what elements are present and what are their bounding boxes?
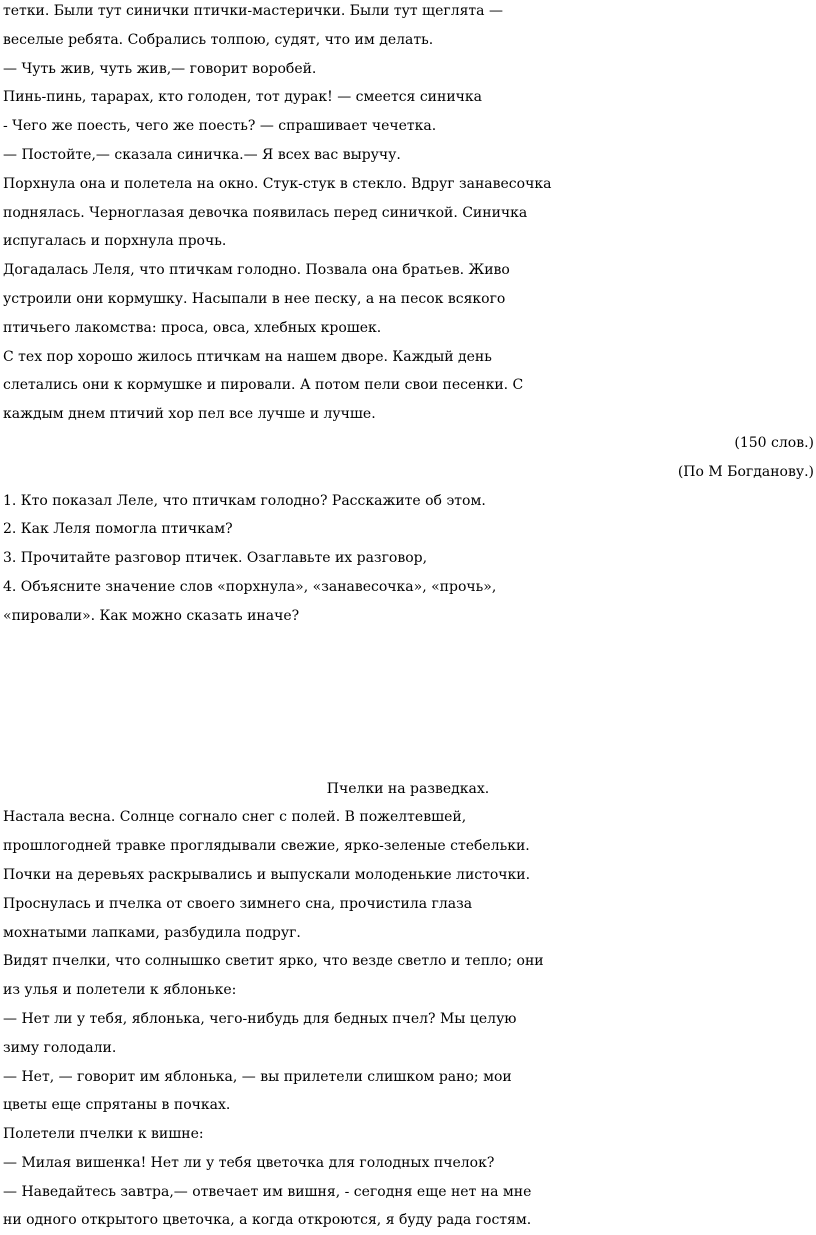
author-attribution: (По М Богданову.) xyxy=(677,463,814,480)
text-line: каждым днем птичий хор пел все лучше и лучше. xyxy=(3,406,376,423)
text-line: — Нет ли у тебя, яблонька, чего-нибудь для бедных пчел? Мы целую xyxy=(3,1010,517,1027)
blank-space xyxy=(0,631,816,775)
text-line: поднялась. Черноглазая девочка появилась перед синичкой. Синичка xyxy=(3,204,528,221)
question-item: 4. Объясните значение слов «порхнула», «занавесочка», «прочь», xyxy=(3,578,497,595)
question-item: 2. Как Леля помогла птичкам? xyxy=(3,521,233,538)
question-item: 3. Прочитайте разговор птичек. Озаглавьте их разговор, xyxy=(3,550,428,567)
text-line: цветы еще спрятаны в почках. xyxy=(3,1097,231,1114)
text-line: мохнатыми лапками, разбудила подруг. xyxy=(3,924,301,941)
text-line: из улья и полетели к яблоньке: xyxy=(3,982,237,999)
story1-body xyxy=(0,0,816,429)
text-line: тетки. Были тут синички птички-мастерички. Были тут щеглята — xyxy=(3,3,503,19)
question-item: 1. Кто показал Леле, что птичкам голодно? Расскажите об этом. xyxy=(3,492,486,509)
text-line: — Чуть жив, чуть жив,— говорит воробей. xyxy=(3,60,317,77)
text-line: прошлогодней травке проглядывали свежие, ярко-зеленые стебельки. xyxy=(3,838,530,855)
text-line: Пинь-пинь, тарарах, кто голоден, тот дурак! — смеется синичка xyxy=(3,89,483,106)
text-line: птичьего лакомства: проса, овса, хлебных крошек. xyxy=(3,319,382,336)
text-line: веселые ребята. Собрались толпою, судят, что им делать. xyxy=(3,31,434,48)
text-line: Полетели пчелки к вишне: xyxy=(3,1126,204,1143)
text-line: испугалась и порхнула прочь. xyxy=(3,233,227,250)
text-line: Видят пчелки, что солнышко светит ярко, что везде светло и тепло; они xyxy=(3,953,544,970)
text-line: — Милая вишенка! Нет ли у тебя цветочка для голодных пчелок? xyxy=(3,1154,495,1171)
text-line: Проснулась и пчелка от своего зимнего сна, прочистила глаза xyxy=(3,895,473,912)
text-line: ни одного открытого цветочка, а когда откроются, я буду рада гостям. xyxy=(3,1212,532,1229)
text-line: Настала весна. Солнце согнало снег с полей. В пожелтевшей, xyxy=(3,809,467,826)
text-line: слетались они к кормушке и пировали. А потом пели свои песенки. С xyxy=(3,377,524,394)
text-line: — Нет, — говорит им яблонька, — вы прилетели слишком рано; мои xyxy=(3,1068,512,1085)
question-item: «пировали». Как можно сказать иначе? xyxy=(3,607,300,624)
text-line: Порхнула она и полетела на окно. Стук-стук в стекло. Вдруг занавесочка xyxy=(3,175,552,192)
text-line: Догадалась Леля, что птичкам голодно. Позвала она братьев. Живо xyxy=(3,262,510,279)
text-line: - Чего же поесть, чего же поесть? — спрашивает чечетка. xyxy=(3,118,437,135)
word-count: (150 слов.) xyxy=(734,434,814,451)
text-line: — Постойте,— сказала синичка.— Я всех вас выручу. xyxy=(3,146,401,163)
story2-body xyxy=(0,803,816,1235)
text-line: С тех пор хорошо жилось птичкам на нашем дворе. Каждый день xyxy=(3,348,492,365)
text-line: Почки на деревьях раскрывались и выпускали молоденькие листочки. xyxy=(3,866,531,883)
questions-list xyxy=(0,487,816,631)
text-line: устроили они кормушку. Насыпали в нее песку, а на песок всякого xyxy=(3,290,506,307)
text-line: зиму голодали. xyxy=(3,1039,117,1056)
story2-title: Пчелки на разведках. xyxy=(326,780,490,797)
text-line: — Наведайтесь завтра,— отвечает им вишня, - сегодня еще нет на мне xyxy=(3,1183,532,1200)
